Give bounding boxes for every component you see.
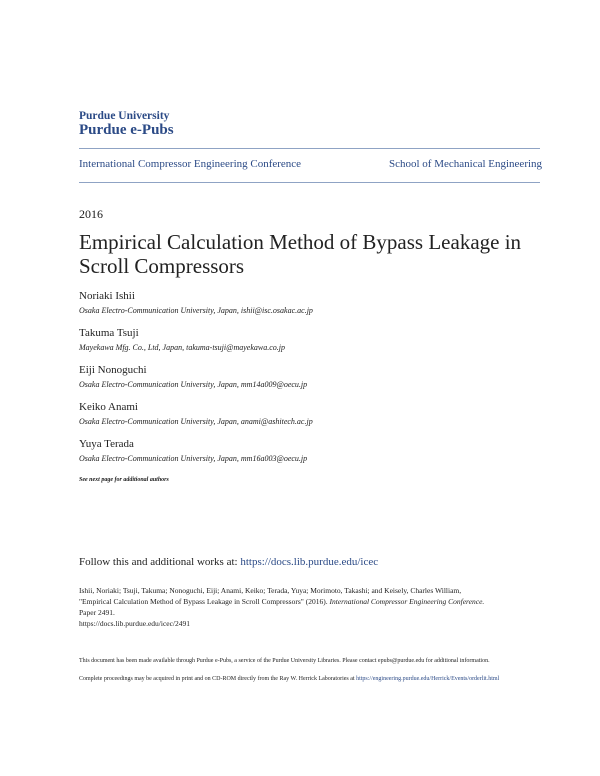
citation-title: "Empirical Calculation Method of Bypass Leakage in Scroll Compressors" (2016). xyxy=(79,597,328,606)
university-label[interactable]: Purdue University xyxy=(79,110,170,122)
citation-paper: Paper 2491. xyxy=(79,608,115,617)
author-name: Noriaki Ishii xyxy=(79,290,135,302)
author-affiliation: Osaka Electro-Communication University, Japan, ishii@isc.osakac.ac.jp xyxy=(79,306,313,315)
paper-title: Empirical Calculation Method of Bypass Leakage in Scroll Compressors xyxy=(79,230,522,278)
author-name: Eiji Nonoguchi xyxy=(79,364,147,376)
follow-label: Follow this and additional works at: xyxy=(79,556,241,568)
conference-link[interactable]: International Compressor Engineering Conference xyxy=(79,158,302,170)
author-affiliation: Osaka Electro-Communication University, Japan, anami@ashitech.ac.jp xyxy=(79,417,313,426)
author-affiliation: Osaka Electro-Communication University, Japan, mm16a003@oecu.jp xyxy=(79,454,308,463)
school-link[interactable]: School of Mechanical Engineering xyxy=(389,158,543,170)
publication-year: 2016 xyxy=(79,207,103,221)
availability-notice: This document has been made available through Purdue e-Pubs, a service of the Purdue University Libraries. Please contact epubs@purdue.edu for additional information. xyxy=(79,658,490,664)
bottom-divider xyxy=(79,182,540,183)
top-divider xyxy=(79,148,540,149)
author-affiliation: Mayekawa Mfg. Co., Ltd, Japan, takuma-tsuji@mayekawa.co.jp xyxy=(79,343,285,352)
repository-label[interactable]: Purdue e-Pubs xyxy=(79,122,174,138)
citation-authors: Ishii, Noriaki; Tsuji, Takuma; Nonoguchi, Eiji; Anami, Keiko; Terada, Yuya; Morimoto, Takashi; and Keisely, Charles William, xyxy=(79,586,462,595)
author-name: Keiko Anami xyxy=(79,401,138,413)
herrick-order-link[interactable]: https://engineering.purdue.edu/Herrick/Events/orderlit.html xyxy=(356,676,500,682)
proceedings-notice xyxy=(79,675,544,684)
citation-conference: International Compressor Engineering Conference. xyxy=(329,597,485,606)
proceedings-text: Complete proceedings may be acquired in print and on CD-ROM directly from the Ray W. Herrick Laboratories at xyxy=(79,676,357,682)
author-name: Takuma Tsuji xyxy=(79,327,139,339)
citation-url[interactable]: https://docs.lib.purdue.edu/icec/2491 xyxy=(79,619,191,628)
see-next-page-note: See next page for additional authors xyxy=(79,477,169,483)
author-affiliation: Osaka Electro-Communication University, Japan, mm14a009@oecu.jp xyxy=(79,380,308,389)
recommended-citation xyxy=(79,585,549,629)
follow-line xyxy=(79,556,378,568)
author-name: Yuya Terada xyxy=(79,438,134,450)
icec-collection-link[interactable]: https://docs.lib.purdue.edu/icec xyxy=(240,556,379,568)
